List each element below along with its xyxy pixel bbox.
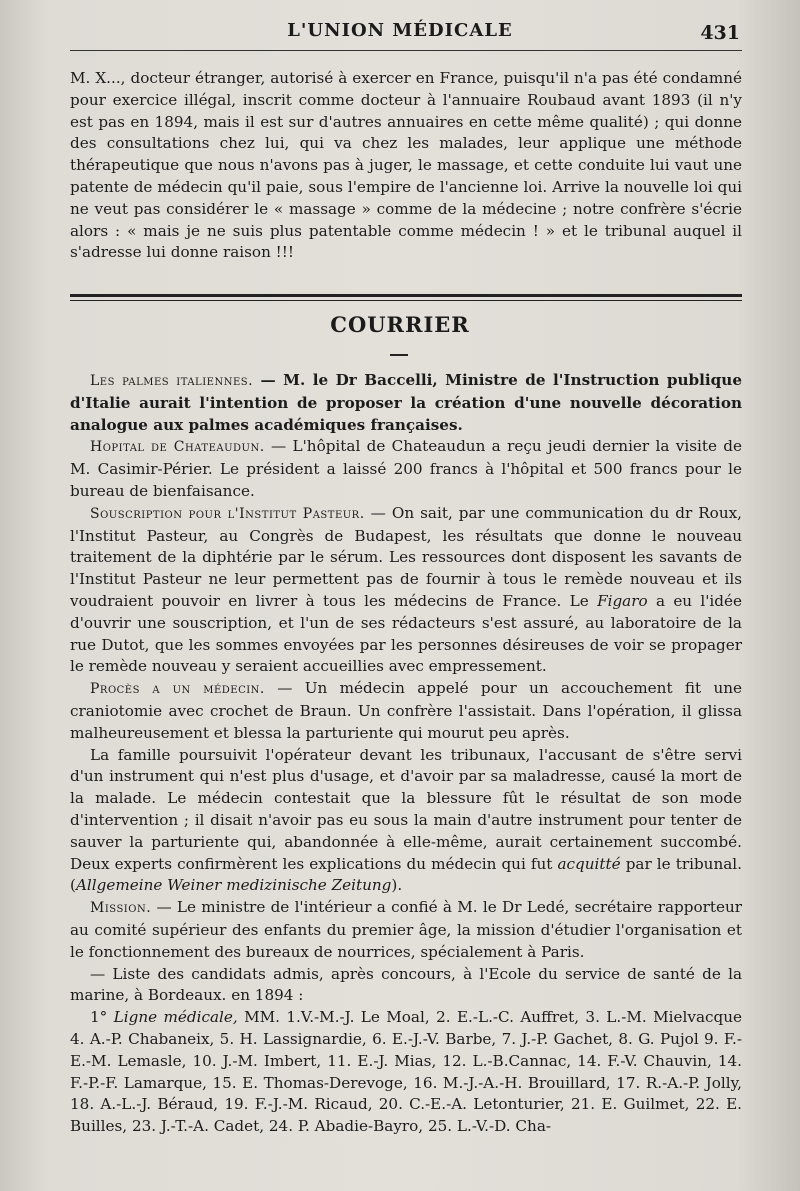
news-item-proces-cont [70, 745, 742, 898]
item-text: — Un médecin appelé pour un accouchement fit une craniotomie avec crochet de Braun. Un confrère l'assistait. Dans l'opération, il glissa malheureusement et blessa la parturiente qui mourut peu après. [70, 679, 742, 742]
courrier-section [70, 370, 742, 1138]
item-text: — Le ministre de l'intérieur a confié à M. le Dr Ledé, secrétaire rapporteur au comité supérieur des enfants du premier âge, la mission d'étudier l'organisation et le fonctionnement des bureaux de nourrices, spécialement à Paris. [70, 898, 742, 961]
page-number: 431 [700, 22, 740, 44]
item-text-cont: a eu l'idée d'ouvrir une souscription, et l'un de ses rédacteurs s'est assuré, au laboratoire de la rue Dutot, que les sommes envoyées par les personnes désireuses de voir se propager le remède nouveau y seraient accueillies avec empressement. [70, 591, 742, 676]
news-item-mission [70, 897, 742, 963]
item-ligne: Ligne médicale, [113, 1008, 238, 1027]
news-item-palmes [70, 370, 742, 436]
item-text: — L'hôpital de Chateaudun a reçu jeudi dernier la visite de M. Casimir-Périer. Le président a laissé 200 francs à l'hôpital et 500 francs pour le bureau de bienfaisance. [70, 437, 742, 500]
item-text-end: ). [391, 876, 403, 895]
news-item-liste [70, 964, 742, 1008]
item-source: Allgemeine Weiner medizinische Zeitung [75, 876, 392, 895]
item-lead: 1° [90, 1008, 114, 1027]
item-figaro: Figaro [597, 591, 648, 610]
item-heading: Hopital de Chateaudun. [90, 439, 265, 456]
item-heading: Souscription pour l'Institut Pasteur. [90, 505, 365, 522]
news-item-ligne-medicale [70, 1007, 742, 1138]
item-heading: Les palmes italiennes. [90, 373, 254, 389]
title-dash [390, 354, 408, 356]
header-rule [70, 50, 742, 51]
item-text-cont: par le tribunal. ( [70, 854, 742, 895]
item-heading: Mission. [90, 900, 152, 917]
item-text: MM. 1.V.-M.-J. Le Moal, 2. E.-L.-C. Auffret, 3. L.-M. Mielvacque 4. A.-P. Chabaneix, 5. H. Lassignardie, 6. E.-J.-V. Barbe, 7. J.-P. Gachet, 8. G. Pujol 9. F.-E.-M. Lemasle, 10. J.-M. Imbert, 11. E.-J. Mias, 12. L.-B.Cannac, 14. F.-V. Chauvin, 14. F.-P.-F. Lamarque, 15. E. Thomas-Derevoge, 16. M.-J.-A.-H. Brouillard, 17. R.-A.-P. Jolly, 18. A.-L.-J. Béraud, 19. F.-J.-M. Ricaud, 20. C.-E.-A. Letonturier, 21. E. Guilmet, 22. E. Builles, 23. J.-T.-A. Cadet, 24. P. Abadie-Bayro, 25. L.-V.-D. Cha- [70, 1008, 742, 1136]
item-heading: Procès a un médecin. [90, 681, 265, 698]
item-acquitte: acquitté [557, 854, 621, 873]
section-title: COURRIER [330, 312, 470, 337]
item-text: — On sait, par une communication du dr Roux, l'Institut Pasteur, au Congrès de Budapest, les résultats que donne le nouveau traitement de la diphtérie par le sérum. Les ressources dont disposent les savants de l'Institut Pasteur ne leur permettent pas de fournir à tous le remède nouveau et ils voudraient pouvoir en livrer à tous les médecins de France. Le [70, 503, 742, 610]
running-head [0, 18, 800, 48]
section-divider [70, 294, 742, 301]
news-item-souscription [70, 503, 742, 678]
news-item-proces [70, 678, 742, 744]
item-text: — Liste des candidats admis, après concours, à l'Ecole du service de santé de la marine, à Bordeaux. en 1894 : [70, 964, 742, 1005]
item-text: — M. le Dr Baccelli, Ministre de l'Instruction publique d'Italie aurait l'intention de proposer la création d'une nouvelle décoration analogue aux palmes académiques françaises. [70, 371, 742, 434]
news-item-hopital [70, 436, 742, 502]
intro-paragraph [70, 68, 742, 264]
item-text: La famille poursuivit l'opérateur devant les tribunaux, l'accusant de s'être servi d'un instrument qui n'est plus d'usage, et d'avoir par sa maladresse, causé la mort de la malade. Le médecin contestait que la blessure fût le résultat de son mode d'intervention ; il disait n'avoir pas eu sous la main d'autre instrument pour tenter de sauver la parturiente qui, abandonnée à elle-même, aurait certainement succombé. Deux experts confirmèrent les explications du médecin qui fut [70, 745, 742, 873]
journal-title: L'UNION MÉDICALE [287, 20, 513, 41]
intro-text: M. X..., docteur étranger, autorisé à exercer en France, puisqu'il n'a pas été condamné pour exercice illégal, inscrit comme docteur à l'annuaire Roubaud avant 1893 (il n'y est pas en 1894, mais il est sur d'autres annuaires en cette même qualité) ; qui donne des consultations chez lui, qui va chez les malades, leur applique une méthode thérapeutique que nous n'avons pas à juger, le massage, et cette conduite lui vaut une patente de médecin qu'il paie, sous l'empire de l'ancienne loi. Arrive la nouvelle loi qui ne veut pas considérer le « massage » comme de la médecine ; notre confrère s'écrie alors : « mais je ne suis plus patentable comme médecin ! » et le tribunal auquel il s'adresse lui donne raison !!! [70, 69, 742, 262]
